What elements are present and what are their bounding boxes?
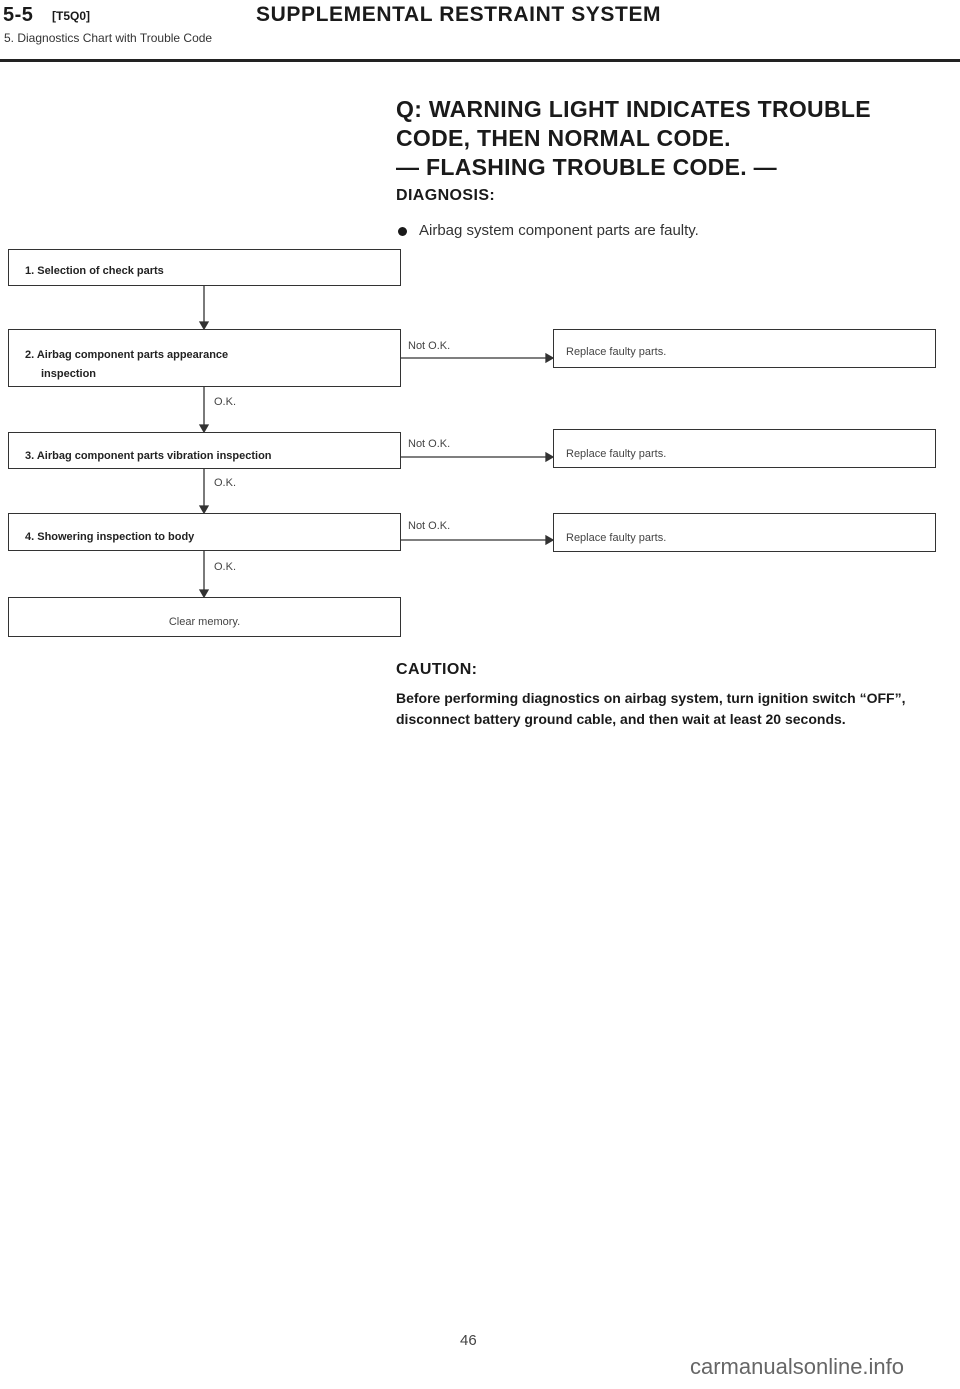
step-2-box (8, 329, 401, 387)
step-1-box (8, 249, 401, 286)
replace-label: Replace faulty parts. (566, 346, 667, 358)
page-title: SUPPLEMENTAL RESTRAINT SYSTEM (256, 3, 662, 26)
step-label: 3. Airbag component parts vibration inspection (25, 450, 272, 462)
diagnosis-item-text: Airbag system component parts are faulty. (419, 222, 699, 239)
step-label: 4. Showering inspection to body (25, 531, 195, 543)
ok-label: O.K. (214, 396, 237, 408)
step-label: Clear memory. (168, 616, 241, 628)
caution-body: Before performing diagnostics on airbag system, turn ignition switch “OFF”, disconnect battery ground cable, and then wait at least 20 seconds. (396, 690, 906, 727)
trouble-title-line: Q: WARNING LIGHT INDICATES TROUBLE (396, 96, 871, 122)
ok-label: O.K. (214, 561, 237, 573)
clear-memory-box (8, 597, 401, 637)
step-label: 2. Airbag component parts appearance (25, 349, 229, 361)
replace-label: Replace faulty parts. (566, 532, 667, 544)
arrow-right-icon (546, 453, 553, 461)
replace-box (553, 513, 936, 552)
step-label: 1. Selection of check parts (25, 265, 164, 277)
not-ok-label: Not O.K. (408, 438, 451, 450)
watermark: carmanualsonline.info (690, 1354, 905, 1379)
page-number: 46 (460, 1332, 477, 1349)
not-ok-label: Not O.K. (408, 340, 451, 352)
not-ok-label: Not O.K. (408, 520, 451, 532)
trouble-title-line: CODE, THEN NORMAL CODE. (396, 125, 731, 151)
arrow-down-icon (200, 506, 208, 513)
step-4-box (8, 513, 401, 551)
step-3-box (8, 432, 401, 469)
replace-box (553, 329, 936, 368)
trouble-title-line: — FLASHING TROUBLE CODE. — (396, 154, 777, 180)
section-code: [T5Q0] (52, 9, 91, 23)
arrow-down-icon (200, 425, 208, 432)
replace-label: Replace faulty parts. (566, 448, 667, 460)
section-number: 5-5 (3, 4, 34, 26)
arrow-right-icon (546, 354, 553, 362)
step-label-cont: inspection (41, 368, 97, 380)
replace-box (553, 429, 936, 468)
caution-heading: CAUTION: (396, 661, 478, 678)
ok-label: O.K. (214, 477, 237, 489)
arrow-down-icon (200, 590, 208, 597)
arrow-down-icon (200, 322, 208, 329)
page-subtitle: 5. Diagnostics Chart with Trouble Code (4, 31, 213, 45)
diagnosis-heading: DIAGNOSIS: (396, 187, 496, 204)
arrow-right-icon (546, 536, 553, 544)
